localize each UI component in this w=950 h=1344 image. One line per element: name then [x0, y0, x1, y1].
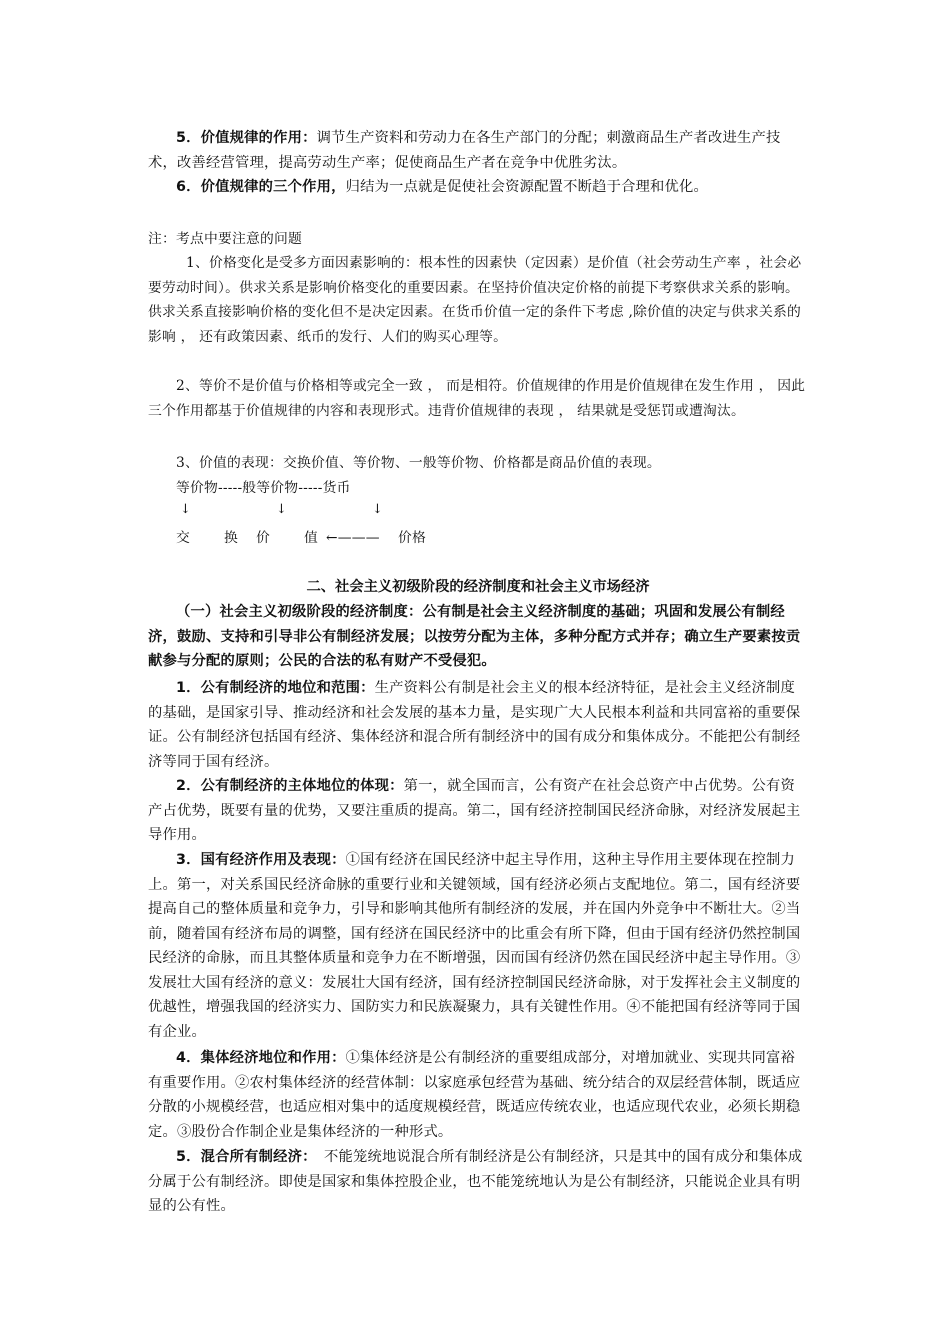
note-item-2: 2、等价不是价值与价格相等或完全一致 ， 而是相符。价值规律的作用是价值规律在发生作用 ， 因此三个作用都基于价值规律的内容和表现形式。违背价值规律的表现 ， 结果就是受惩罚或遭淘汰。: [148, 378, 806, 419]
diagram-price: 价格: [398, 530, 426, 546]
diagram-char: 换: [224, 530, 238, 546]
diagram-char: 交: [176, 530, 190, 546]
note-item-3: 3、价值的表现：交换价值、等价物、一般等价物、价格都是商品价值的表现。: [176, 455, 661, 471]
paragraph-three-effects: [148, 175, 808, 200]
paragraph-heading: （一）社会主义初级阶段的经济制度：: [176, 604, 423, 620]
paragraph-body: 第一，就全国而言，公有资产在社会总资产中占优势。公有资产占优势，既要有量的优势，又要注重质的提高。第二，国有经济控制国民经济命脉，对经济发展起主导作用。: [148, 778, 801, 843]
paragraph-mixed-ownership: [148, 1145, 808, 1219]
paragraph-heading: 1．公有制经济的地位和范围：: [176, 680, 375, 696]
paragraph-body: 公有制是社会主义经济制度的基础；巩固和发展公有制经济，鼓励、支持和引导非公有制经济发展；以按劳分配为主体，多种分配方式并存；确立生产要素按贡献参与分配的原则；公民的合法的私有财产不受侵犯。: [148, 604, 801, 669]
down-arrow-icon: ↓: [372, 502, 383, 517]
paragraph-heading: 5．价值规律的作用：: [176, 130, 317, 146]
paragraph-state-economy: [148, 848, 808, 1044]
diagram-top-line: 等价物-----般等价物-----货币: [176, 480, 351, 496]
paragraph-public-ownership: [148, 676, 808, 774]
down-arrow-icon: ↓: [180, 502, 191, 517]
paragraph-body: ①国有经济在国民经济中起主导作用，这种主导作用主要体现在控制力上。第一，对关系国民经济命脉的重要行业和关键领域，国有经济必须占支配地位。第二，国有经济要提高自己的整体质量和竞争力，引导和影响其他所有制经济的发展，并在国内外竞争中不断壮大。②当前，随着国有经济布局的调整，国有经济在国民经济中的比重会有所下降，但由于国有经济仍然控制国民经济的命脉，而且其整体质量和竞争力在不断增强，因而国有经济仍然在国民经济中起主导作用。③发展壮大国有经济的意义：发展壮大国有经济，国有经济控制国民经济命脉，对于发挥社会主义制度的优越性，增强我国的经济实力、国防实力和民族凝聚力，具有关键性作用。④不能把国有经济等同于国有企业。: [148, 852, 801, 1040]
paragraph-heading: 5．混合所有制经济：: [176, 1149, 310, 1165]
section-heading: 二、社会主义初级阶段的经济制度和社会主义市场经济: [306, 579, 650, 595]
down-arrow-icon: ↓: [276, 502, 287, 517]
paragraph-heading: 2．公有制经济的主体地位的体现：: [176, 778, 404, 794]
diagram-char: 值: [304, 530, 318, 546]
paragraph-dominant-position: [148, 774, 808, 848]
note-item-1: 1、价格变化是受多方面因素影响的：根本性的因素快（定因素）是价值（社会劳动生产率 ，社会必要劳动时间）。供求关系是影响价格变化的重要因素。在坚持价值决定价格的前提下考察供求关系的影响。供求关系直接影响价格的变化但不是决定因素。在货币价值一定的条件下考虑 ,除价值的决定与供求关系的影响 ， 还有政策因素、纸币的发行、人们的购买心理等。: [148, 255, 802, 345]
paragraph-body: ①集体经济是公有制经济的重要组成部分，对增加就业、实现共同富裕有重要作用。②农村集体经济的经营体制：以家庭承包经营为基础、统分结合的双层经营体制，既适应分散的小规模经营，也适应相对集中的适度规模经营，既适应传统农业，也适应现代农业，必须长期稳定。③股份合作制企业是集体经济的一种形式。: [148, 1050, 801, 1140]
paragraph-body: 不能笼统地说混合所有制经济是公有制经济，只是其中的国有成分和集体成分属于公有制经济。即使是国家和集体控股企业，也不能笼统地认为是公有制经济，只能说企业具有明显的公有性。: [148, 1149, 803, 1214]
diagram-char: 价: [256, 530, 270, 546]
paragraph-economic-system: [148, 600, 808, 674]
paragraph-body: 归结为一点就是促使社会资源配置不断趋于合理和优化。: [345, 179, 709, 195]
paragraph-value-law-effects: [148, 126, 808, 175]
paragraph-heading: 3．国有经济作用及表现：: [176, 852, 346, 868]
paragraph-body: 生产资料公有制是社会主义的根本经济特征，是社会主义经济制度的基础，是国家引导、推动经济和社会发展的基本力量，是实现广大人民根本利益和共同富裕的重要保证。公有制经济包括国有经济、集体经济和混合所有制经济中的国有成分和集体成分。不能把公有制经济等同于国有经济。: [148, 680, 801, 770]
paragraph-heading: 6．价值规律的三个作用，: [176, 179, 346, 195]
left-arrow-icon: ←———: [326, 530, 380, 546]
note-title: 注：考点中要注意的问题: [148, 231, 302, 247]
paragraph-body: 调节生产资料和劳动力在各生产部门的分配；刺激商品生产者改进生产技术，改善经营管理，提高劳动生产率；促使商品生产者在竞争中优胜劣汰。: [148, 130, 781, 171]
paragraph-collective-economy: [148, 1046, 808, 1144]
paragraph-heading: 4．集体经济地位和作用：: [176, 1050, 346, 1066]
